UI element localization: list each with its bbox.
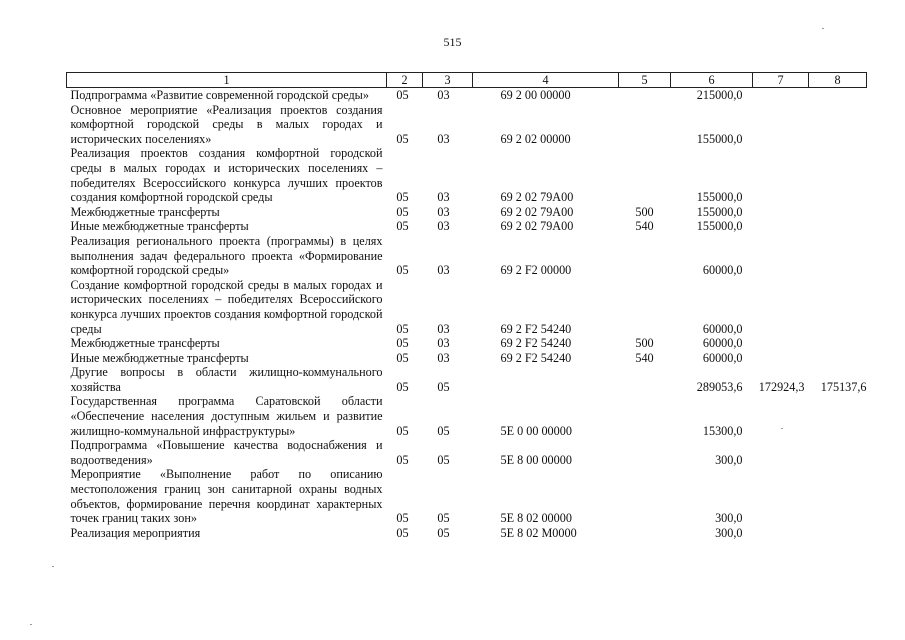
row-target-code: 69 2 F2 54240	[500, 336, 572, 351]
row-subsection: 03	[437, 131, 450, 146]
table-row	[67, 365, 867, 394]
row-amount-3	[809, 103, 867, 147]
row-expense-type	[619, 526, 671, 541]
row-amount-3	[809, 351, 867, 366]
row-subsection: 05	[437, 379, 450, 394]
row-amount-1: 300,0	[715, 525, 743, 540]
header-row	[67, 73, 867, 88]
row-subsection: 05	[437, 452, 450, 467]
row-subsection: 03	[437, 204, 450, 219]
row-amount-3	[809, 234, 867, 278]
row-amount-1: 15300,0	[702, 423, 743, 438]
scan-speck	[781, 428, 783, 429]
row-expense-type	[619, 88, 671, 103]
row-target-code: 69 2 02 00000	[500, 131, 571, 146]
row-amount-3	[809, 205, 867, 220]
row-target-code: 69 2 02 79А00	[500, 204, 574, 219]
row-amount-3	[809, 394, 867, 438]
row-subsection: 03	[437, 263, 450, 278]
row-name: Основное мероприятие «Реализация проектов создания комфортной городской среды в малых городах и исторических поселениях»	[70, 102, 383, 146]
header-cell-8: 8	[809, 73, 867, 88]
row-name: Иные межбюджетные трансферты	[70, 219, 249, 234]
row-subsection: 03	[437, 190, 450, 205]
budget-table-container	[66, 72, 866, 540]
row-target-code: 5Е 0 00 00000	[500, 423, 572, 438]
header-cell-4: 4	[473, 73, 619, 88]
table-body	[67, 88, 867, 541]
row-section: 05	[396, 379, 409, 394]
row-target-code: 69 2 F2 54240	[500, 321, 572, 336]
row-amount-1: 289053,6	[696, 379, 743, 394]
table-row	[67, 146, 867, 204]
row-subsection: 03	[437, 219, 450, 234]
table-header	[67, 73, 867, 88]
row-section: 05	[396, 525, 409, 540]
table-row	[67, 278, 867, 336]
row-amount-2	[753, 88, 809, 103]
row-amount-3	[809, 467, 867, 525]
row-amount-1: 155000,0	[696, 131, 743, 146]
table-row	[67, 394, 867, 438]
table-row	[67, 336, 867, 351]
row-amount-2	[753, 205, 809, 220]
row-target-code: 69 2 F2 00000	[500, 263, 572, 278]
row-amount-2	[753, 467, 809, 525]
row-expense-type: 500	[635, 336, 654, 351]
row-subsection: 03	[437, 350, 450, 365]
row-amount-3	[809, 526, 867, 541]
scan-speck	[822, 28, 824, 29]
row-subsection: 03	[437, 88, 450, 102]
row-amount-1: 155000,0	[696, 204, 743, 219]
row-amount-2	[753, 103, 809, 147]
page-number: 515	[443, 35, 462, 49]
scan-speck	[30, 624, 32, 625]
row-target-code: 69 2 00 00000	[500, 88, 571, 102]
row-expense-type	[619, 467, 671, 525]
row-expense-type: 540	[635, 219, 654, 234]
header-cell-2: 2	[387, 73, 423, 88]
row-expense-type	[619, 146, 671, 204]
row-target-code: 69 2 02 79А00	[500, 219, 574, 234]
row-expense-type	[619, 438, 671, 467]
table-row	[67, 526, 867, 541]
row-section: 05	[396, 511, 409, 526]
row-subsection: 05	[437, 511, 450, 526]
row-subsection: 03	[437, 336, 450, 351]
row-amount-3	[809, 146, 867, 204]
header-cell-1: 1	[67, 73, 387, 88]
budget-table	[66, 72, 867, 540]
row-section: 05	[396, 131, 409, 146]
table-row	[67, 88, 867, 103]
row-section: 05	[396, 336, 409, 351]
row-name: Государственная программа Саратовской области «Обеспечение населения доступным жильем и развитие жилищно-коммунальной инфраструктуры»	[70, 394, 383, 438]
table-row	[67, 219, 867, 234]
row-expense-type	[619, 394, 671, 438]
row-expense-type	[619, 278, 671, 336]
row-amount-2	[753, 438, 809, 467]
row-name: Создание комфортной городской среды в малых городах и исторических поселениях – победителях Всероссийского конкурса лучших проектов создания комфортной городской среды	[70, 277, 383, 336]
row-expense-type	[619, 365, 671, 394]
table-row	[67, 467, 867, 525]
row-section: 05	[396, 321, 409, 336]
table-row	[67, 103, 867, 147]
row-amount-3	[809, 278, 867, 336]
row-amount-1: 60000,0	[702, 336, 743, 351]
row-amount-2: 172924,3	[758, 379, 805, 394]
row-subsection: 03	[437, 321, 450, 336]
row-section: 05	[396, 204, 409, 219]
row-expense-type	[619, 234, 671, 278]
table-row	[67, 351, 867, 366]
row-section: 05	[396, 452, 409, 467]
row-name: Межбюджетные трансферты	[70, 336, 220, 351]
row-amount-3	[809, 336, 867, 351]
row-name: Реализация проектов создания комфортной городской среды в малых городах и исторических поселениях – победителях Всероссийского конкурса лучших проектов создания комфортной городской среды	[70, 146, 383, 205]
row-section: 05	[396, 190, 409, 205]
row-name: Реализация регионального проекта (программы) в целях выполнения задач федерального проекта «Формирование комфортной городской среды»	[70, 233, 383, 278]
header-cell-6: 6	[671, 73, 753, 88]
row-section: 05	[396, 263, 409, 278]
row-amount-1: 60000,0	[702, 350, 743, 365]
row-expense-type: 500	[635, 204, 654, 219]
header-cell-5: 5	[619, 73, 671, 88]
row-target-code: 5Е 8 02 00000	[500, 511, 572, 526]
scan-speck	[52, 566, 54, 567]
table-row	[67, 234, 867, 278]
row-name: Подпрограмма «Развитие современной городской среды»	[70, 88, 369, 102]
row-amount-2	[753, 219, 809, 234]
row-amount-1: 60000,0	[702, 321, 743, 336]
table-row	[67, 205, 867, 220]
row-amount-1: 60000,0	[702, 263, 743, 278]
row-target-code	[473, 365, 619, 394]
row-target-code: 69 2 02 79А00	[500, 190, 574, 205]
table-row	[67, 438, 867, 467]
row-target-code: 5Е 8 02 М0000	[500, 525, 577, 540]
row-section: 05	[396, 350, 409, 365]
row-amount-2	[753, 351, 809, 366]
row-name: Реализация мероприятия	[70, 525, 201, 540]
row-expense-type	[619, 103, 671, 147]
header-cell-7: 7	[753, 73, 809, 88]
row-amount-2	[753, 278, 809, 336]
row-amount-2	[753, 394, 809, 438]
row-section: 05	[396, 219, 409, 234]
row-amount-3: 175137,6	[820, 379, 867, 394]
row-subsection: 05	[437, 423, 450, 438]
row-expense-type: 540	[635, 350, 654, 365]
row-name: Подпрограмма «Повышение качества водоснабжения и водоотведения»	[70, 438, 383, 467]
row-amount-1: 300,0	[715, 452, 743, 467]
row-amount-1: 300,0	[715, 511, 743, 526]
row-amount-3	[809, 438, 867, 467]
row-amount-1: 155000,0	[696, 190, 743, 205]
row-amount-2	[753, 526, 809, 541]
row-subsection: 05	[437, 525, 450, 540]
row-amount-3	[809, 88, 867, 103]
row-target-code: 5Е 8 00 00000	[500, 452, 572, 467]
row-amount-2	[753, 234, 809, 278]
row-amount-1: 155000,0	[696, 219, 743, 234]
row-section: 05	[396, 423, 409, 438]
row-name: Мероприятие «Выполнение работ по описанию местоположения границ зон санитарной охраны водных объектов, формирование перечня координат характерных точек границ таких зон»	[70, 467, 383, 526]
row-amount-2	[753, 146, 809, 204]
row-amount-1: 215000,0	[696, 88, 743, 102]
row-amount-2	[753, 336, 809, 351]
row-name: Другие вопросы в области жилищно-коммунального хозяйства	[70, 365, 383, 394]
row-target-code: 69 2 F2 54240	[500, 350, 572, 365]
row-section: 05	[396, 88, 409, 102]
row-name: Межбюджетные трансферты	[70, 204, 220, 219]
row-name: Иные межбюджетные трансферты	[70, 350, 249, 365]
row-amount-3	[809, 219, 867, 234]
header-cell-3: 3	[423, 73, 473, 88]
